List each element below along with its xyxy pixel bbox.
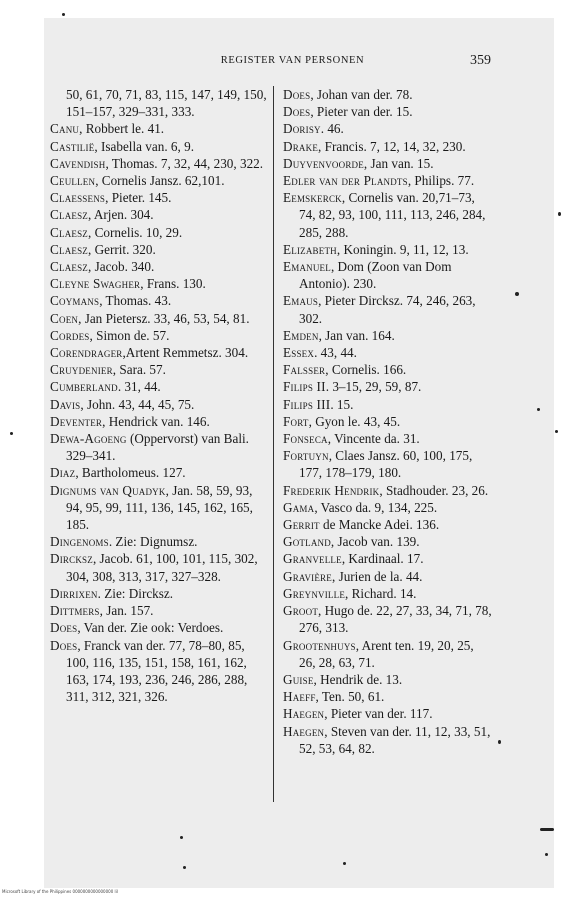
entry-name: Does bbox=[50, 620, 78, 636]
entry-name: Claesz bbox=[50, 241, 88, 257]
index-entry bbox=[50, 396, 270, 413]
scan-speck bbox=[540, 828, 554, 831]
entry-references: , Francis. 7, 12, 14, 32, 230. bbox=[318, 138, 466, 154]
index-column-right bbox=[283, 86, 493, 757]
entry-name: Granvelle bbox=[283, 551, 342, 567]
index-entry bbox=[283, 705, 493, 722]
entry-references: , Gyon le. 43, 45. bbox=[308, 413, 401, 429]
entry-references: , Jacob. 340. bbox=[88, 259, 155, 275]
entry-references: , Cornelis van. 20,71–73, 74, 82, 93, 100, 111, 113, 246, 284, 285, 288. bbox=[299, 190, 486, 240]
entry-references: , Ten. 50, 61. bbox=[315, 689, 385, 705]
index-entry bbox=[283, 413, 493, 430]
entry-name: Emanuel bbox=[283, 259, 331, 275]
index-entry bbox=[283, 361, 493, 378]
index-entry bbox=[283, 637, 493, 671]
entry-references: , Jan Pietersz. 33, 46, 53, 54, 81. bbox=[78, 310, 250, 326]
scan-speck bbox=[545, 853, 548, 856]
entry-name: Haeff bbox=[283, 689, 316, 705]
index-entry bbox=[283, 430, 493, 447]
scan-speck bbox=[10, 432, 13, 435]
entry-name: Cleyne Swagher bbox=[50, 276, 141, 292]
entry-name: Filips II bbox=[283, 379, 326, 395]
entry-references: , Hendrick van. 146. bbox=[102, 413, 210, 429]
entry-references: , Arent ten. 19, 20, 25, 26, 28, 63, 71. bbox=[299, 637, 474, 670]
scan-speck bbox=[515, 292, 519, 296]
entry-name: Cruydenier bbox=[50, 362, 113, 378]
entry-references: , Frans. 130. bbox=[140, 276, 206, 292]
index-entry bbox=[283, 516, 493, 533]
running-header bbox=[0, 54, 585, 74]
entry-name: Haegen bbox=[283, 706, 325, 722]
entry-references: , Jacob. 61, 100, 101, 115, 302, 304, 308, 313, 317, 327–328. bbox=[66, 551, 258, 584]
entry-references: , Simon de. 57. bbox=[89, 327, 170, 343]
index-entry bbox=[283, 172, 493, 189]
index-entry bbox=[283, 550, 493, 567]
entry-references: , Cornelis. 10, 29. bbox=[88, 224, 183, 240]
index-entry bbox=[283, 138, 493, 155]
index-entry bbox=[283, 671, 493, 688]
index-entry bbox=[283, 602, 493, 636]
entry-references: . 3–15, 29, 59, 87. bbox=[325, 379, 422, 395]
entry-name: Dignums van Quadyk bbox=[50, 482, 166, 498]
entry-references: ,Artent Remmetsz. 304. bbox=[122, 345, 249, 361]
entry-name: Fortuyn bbox=[283, 448, 329, 464]
index-entry bbox=[283, 241, 493, 258]
index-entry bbox=[283, 482, 493, 499]
entry-name: Frederik Hendrik bbox=[283, 482, 380, 498]
entry-name: Dircksz bbox=[50, 551, 93, 567]
index-entry bbox=[50, 224, 270, 241]
scan-speck bbox=[498, 740, 501, 744]
index-entry bbox=[283, 103, 493, 120]
entry-name: Claesz bbox=[50, 207, 88, 223]
entry-name: Fonseca bbox=[283, 431, 328, 447]
entry-references: , Jurien de la. 44. bbox=[331, 568, 423, 584]
index-entry bbox=[283, 568, 493, 585]
entry-references: , Steven van der. 11, 12, 33, 51, 52, 53, 64, 82. bbox=[299, 723, 491, 756]
entry-name: Edler van der Plandts bbox=[283, 173, 408, 189]
entry-name: Essex bbox=[283, 345, 315, 361]
entry-name: Corendrager bbox=[50, 345, 123, 361]
entry-name: Cavendish bbox=[50, 155, 106, 171]
index-entry bbox=[283, 344, 493, 361]
entry-references: , Vincente da. 31. bbox=[327, 431, 420, 447]
entry-references: , Thomas. 7, 32, 44, 230, 322. bbox=[105, 155, 264, 171]
index-column-left bbox=[50, 86, 270, 705]
entry-name: Coymans bbox=[50, 293, 100, 309]
entry-references: , Sara. 57. bbox=[112, 362, 166, 378]
index-entry bbox=[283, 378, 493, 395]
entry-name: Diaz bbox=[50, 465, 76, 481]
entry-references: , Robbert le. 41. bbox=[79, 121, 165, 137]
entry-name: Guise bbox=[283, 671, 314, 687]
entry-name: Dirrixen bbox=[50, 585, 98, 601]
entry-name: Duyvenvoorde bbox=[283, 155, 364, 171]
entry-references: , Van der. Zie ook: Verdoes. bbox=[77, 620, 224, 636]
index-entry bbox=[50, 86, 270, 120]
index-entry bbox=[50, 292, 270, 309]
index-entry bbox=[50, 378, 270, 395]
entry-name: Groot bbox=[283, 603, 319, 619]
entry-references: , Richard. 14. bbox=[345, 585, 417, 601]
entry-name: Deventer bbox=[50, 413, 103, 429]
entry-name: Does bbox=[283, 87, 311, 102]
index-entry bbox=[283, 396, 493, 413]
scan-speck bbox=[343, 862, 346, 865]
entry-references: , Philips. 77. bbox=[407, 173, 475, 189]
index-entry bbox=[283, 688, 493, 705]
entry-name: Gravière bbox=[283, 568, 332, 584]
index-entry bbox=[50, 327, 270, 344]
entry-name: Drake bbox=[283, 138, 319, 154]
scan-speck bbox=[558, 212, 561, 216]
entry-references: 50, 61, 70, 71, 83, 115, 147, 149, 150, 151–157, 329–331, 333. bbox=[66, 87, 267, 120]
entry-references: , Hugo de. 22, 27, 33, 34, 71, 78, 276, 313. bbox=[299, 603, 492, 636]
entry-name: Claesz bbox=[50, 224, 88, 240]
index-entry bbox=[50, 344, 270, 361]
page-title: REGISTER VAN PERSONEN bbox=[220, 55, 365, 66]
entry-name: Claessens bbox=[50, 190, 106, 206]
entry-references: , Claes Jansz. 60, 100, 175, 177, 178–179, 180. bbox=[299, 448, 473, 481]
index-entry bbox=[50, 550, 270, 584]
scan-speck bbox=[180, 836, 183, 839]
entry-references: , Johan van der. 78. bbox=[310, 87, 413, 102]
entry-references: . Zie: Dircksz. bbox=[97, 585, 174, 601]
scan-speck bbox=[183, 866, 186, 869]
index-entry bbox=[50, 138, 270, 155]
index-entry bbox=[283, 155, 493, 172]
index-entry bbox=[283, 120, 493, 137]
entry-name: Falsser bbox=[283, 362, 326, 378]
entry-references: , Jan. 58, 59, 93, 94, 95, 99, 111, 136, 145, 162, 165, 185. bbox=[66, 482, 253, 533]
entry-name: Coen bbox=[50, 310, 79, 326]
entry-name: Dittmers bbox=[50, 603, 100, 619]
entry-name: Dewa-Agoeng bbox=[50, 431, 127, 447]
index-entry bbox=[283, 533, 493, 550]
scan-speck bbox=[62, 13, 65, 16]
entry-references: . 15. bbox=[330, 396, 354, 412]
index-entry bbox=[50, 120, 270, 137]
index-entry bbox=[283, 723, 493, 757]
index-entry bbox=[283, 86, 493, 103]
entry-references: , John. 43, 44, 45, 75. bbox=[80, 396, 195, 412]
scan-speck bbox=[537, 408, 540, 411]
entry-references: , Pieter van der. 15. bbox=[310, 104, 413, 120]
entry-references: . 43, 44. bbox=[314, 345, 357, 361]
entry-name: Dorisy bbox=[283, 121, 321, 137]
entry-name: Eemskerck bbox=[283, 190, 342, 206]
index-entry bbox=[50, 361, 270, 378]
entry-name: Filips III bbox=[283, 396, 331, 412]
entry-name: Ceullen bbox=[50, 173, 96, 189]
entry-name: Davis bbox=[50, 396, 81, 412]
entry-references: , Franck van der. 77, 78–80, 85, 100, 116, 135, 151, 158, 161, 162, 163, 174, 193, 236, 246, 286, 288, 311, 312, 321, 326. bbox=[66, 637, 248, 705]
index-entry bbox=[50, 275, 270, 292]
entry-references: , Bartholomeus. 127. bbox=[75, 465, 186, 481]
index-entry bbox=[50, 464, 270, 481]
index-entry bbox=[50, 310, 270, 327]
index-entry bbox=[283, 447, 493, 481]
entry-references: , Dom (Zoon van Dom Antonio). 230. bbox=[299, 259, 452, 292]
entry-name: Canu bbox=[50, 121, 80, 137]
entry-name: Castilië bbox=[50, 138, 95, 154]
entry-references: , Arjen. 304. bbox=[88, 207, 154, 223]
entry-references: , Jacob van. 139. bbox=[330, 534, 420, 550]
index-entry bbox=[50, 619, 270, 636]
index-entry bbox=[283, 327, 493, 344]
column-divider bbox=[273, 86, 274, 802]
entry-references: , Pieter van der. 117. bbox=[324, 706, 433, 722]
index-entry bbox=[50, 430, 270, 464]
entry-references: , Jan van. 15. bbox=[363, 155, 434, 171]
entry-references: , Koningin. 9, 11, 12, 13. bbox=[336, 241, 469, 257]
entry-name: Fort bbox=[283, 413, 309, 429]
entry-name: Does bbox=[283, 104, 311, 120]
entry-name: Claesz bbox=[50, 259, 88, 275]
entry-references: , Hendrik de. 13. bbox=[313, 671, 403, 687]
entry-references: , Thomas. 43. bbox=[99, 293, 172, 309]
index-entry bbox=[50, 413, 270, 430]
index-entry bbox=[50, 172, 270, 189]
index-entry bbox=[50, 258, 270, 275]
scan-speck bbox=[555, 430, 558, 433]
index-entry bbox=[283, 189, 493, 241]
entry-references: , Vasco da. 9, 134, 225. bbox=[314, 499, 438, 515]
entry-references: , Pieter. 145. bbox=[105, 190, 172, 206]
index-entry bbox=[50, 155, 270, 172]
entry-references: , Isabella van. 6, 9. bbox=[94, 138, 194, 154]
entry-name: Cumberland bbox=[50, 379, 118, 395]
entry-references: , Pieter Dircksz. 74, 246, 263, 302. bbox=[299, 293, 476, 326]
entry-references: , Gerrit. 320. bbox=[88, 241, 156, 257]
entry-name: Gerrit bbox=[283, 517, 320, 533]
index-entry bbox=[283, 499, 493, 516]
entry-references: . 46. bbox=[320, 121, 344, 137]
entry-references: . 31, 44. bbox=[117, 379, 161, 395]
entry-references: , Stadhouder. 23, 26. bbox=[379, 482, 489, 498]
entry-name: Emden bbox=[283, 327, 319, 343]
index-entry bbox=[50, 206, 270, 223]
index-entry bbox=[50, 533, 270, 550]
index-entry bbox=[50, 585, 270, 602]
entry-references: , Cornelis. 166. bbox=[325, 362, 407, 378]
entry-name: Gama bbox=[283, 499, 315, 515]
index-entry bbox=[283, 585, 493, 602]
index-entry bbox=[50, 241, 270, 258]
entry-name: Elizabeth bbox=[283, 241, 337, 257]
entry-references: . Zie: Dignumsz. bbox=[108, 534, 198, 550]
entry-references: , Jan. 157. bbox=[99, 603, 154, 619]
entry-name: Gotland bbox=[283, 534, 331, 550]
page-number: 359 bbox=[470, 53, 491, 68]
scan-footer: Microsoft Library of the Philippines 0000000000000000 lil bbox=[2, 889, 118, 894]
index-entry bbox=[283, 292, 493, 326]
index-entry bbox=[283, 258, 493, 292]
entry-references: , Jan van. 164. bbox=[318, 327, 395, 343]
index-entry bbox=[50, 189, 270, 206]
entry-name: Grootenhuys bbox=[283, 637, 356, 653]
entry-name: Greynville bbox=[283, 585, 346, 601]
entry-name: Emaus bbox=[283, 293, 319, 309]
entry-name: Haegen bbox=[283, 723, 325, 739]
index-entry bbox=[50, 602, 270, 619]
index-entry bbox=[50, 482, 270, 534]
entry-name: Does bbox=[50, 637, 78, 653]
entry-references: , Cornelis Jansz. 62,101. bbox=[95, 173, 225, 189]
entry-name: Dingenoms bbox=[50, 534, 109, 550]
entry-name: Cordes bbox=[50, 327, 90, 343]
index-entry bbox=[50, 637, 270, 706]
entry-references: , Kardinaal. 17. bbox=[341, 551, 424, 567]
entry-references: de Mancke Adei. 136. bbox=[319, 517, 440, 533]
entry-references: (Oppervorst) van Bali. 329–341. bbox=[66, 431, 249, 464]
